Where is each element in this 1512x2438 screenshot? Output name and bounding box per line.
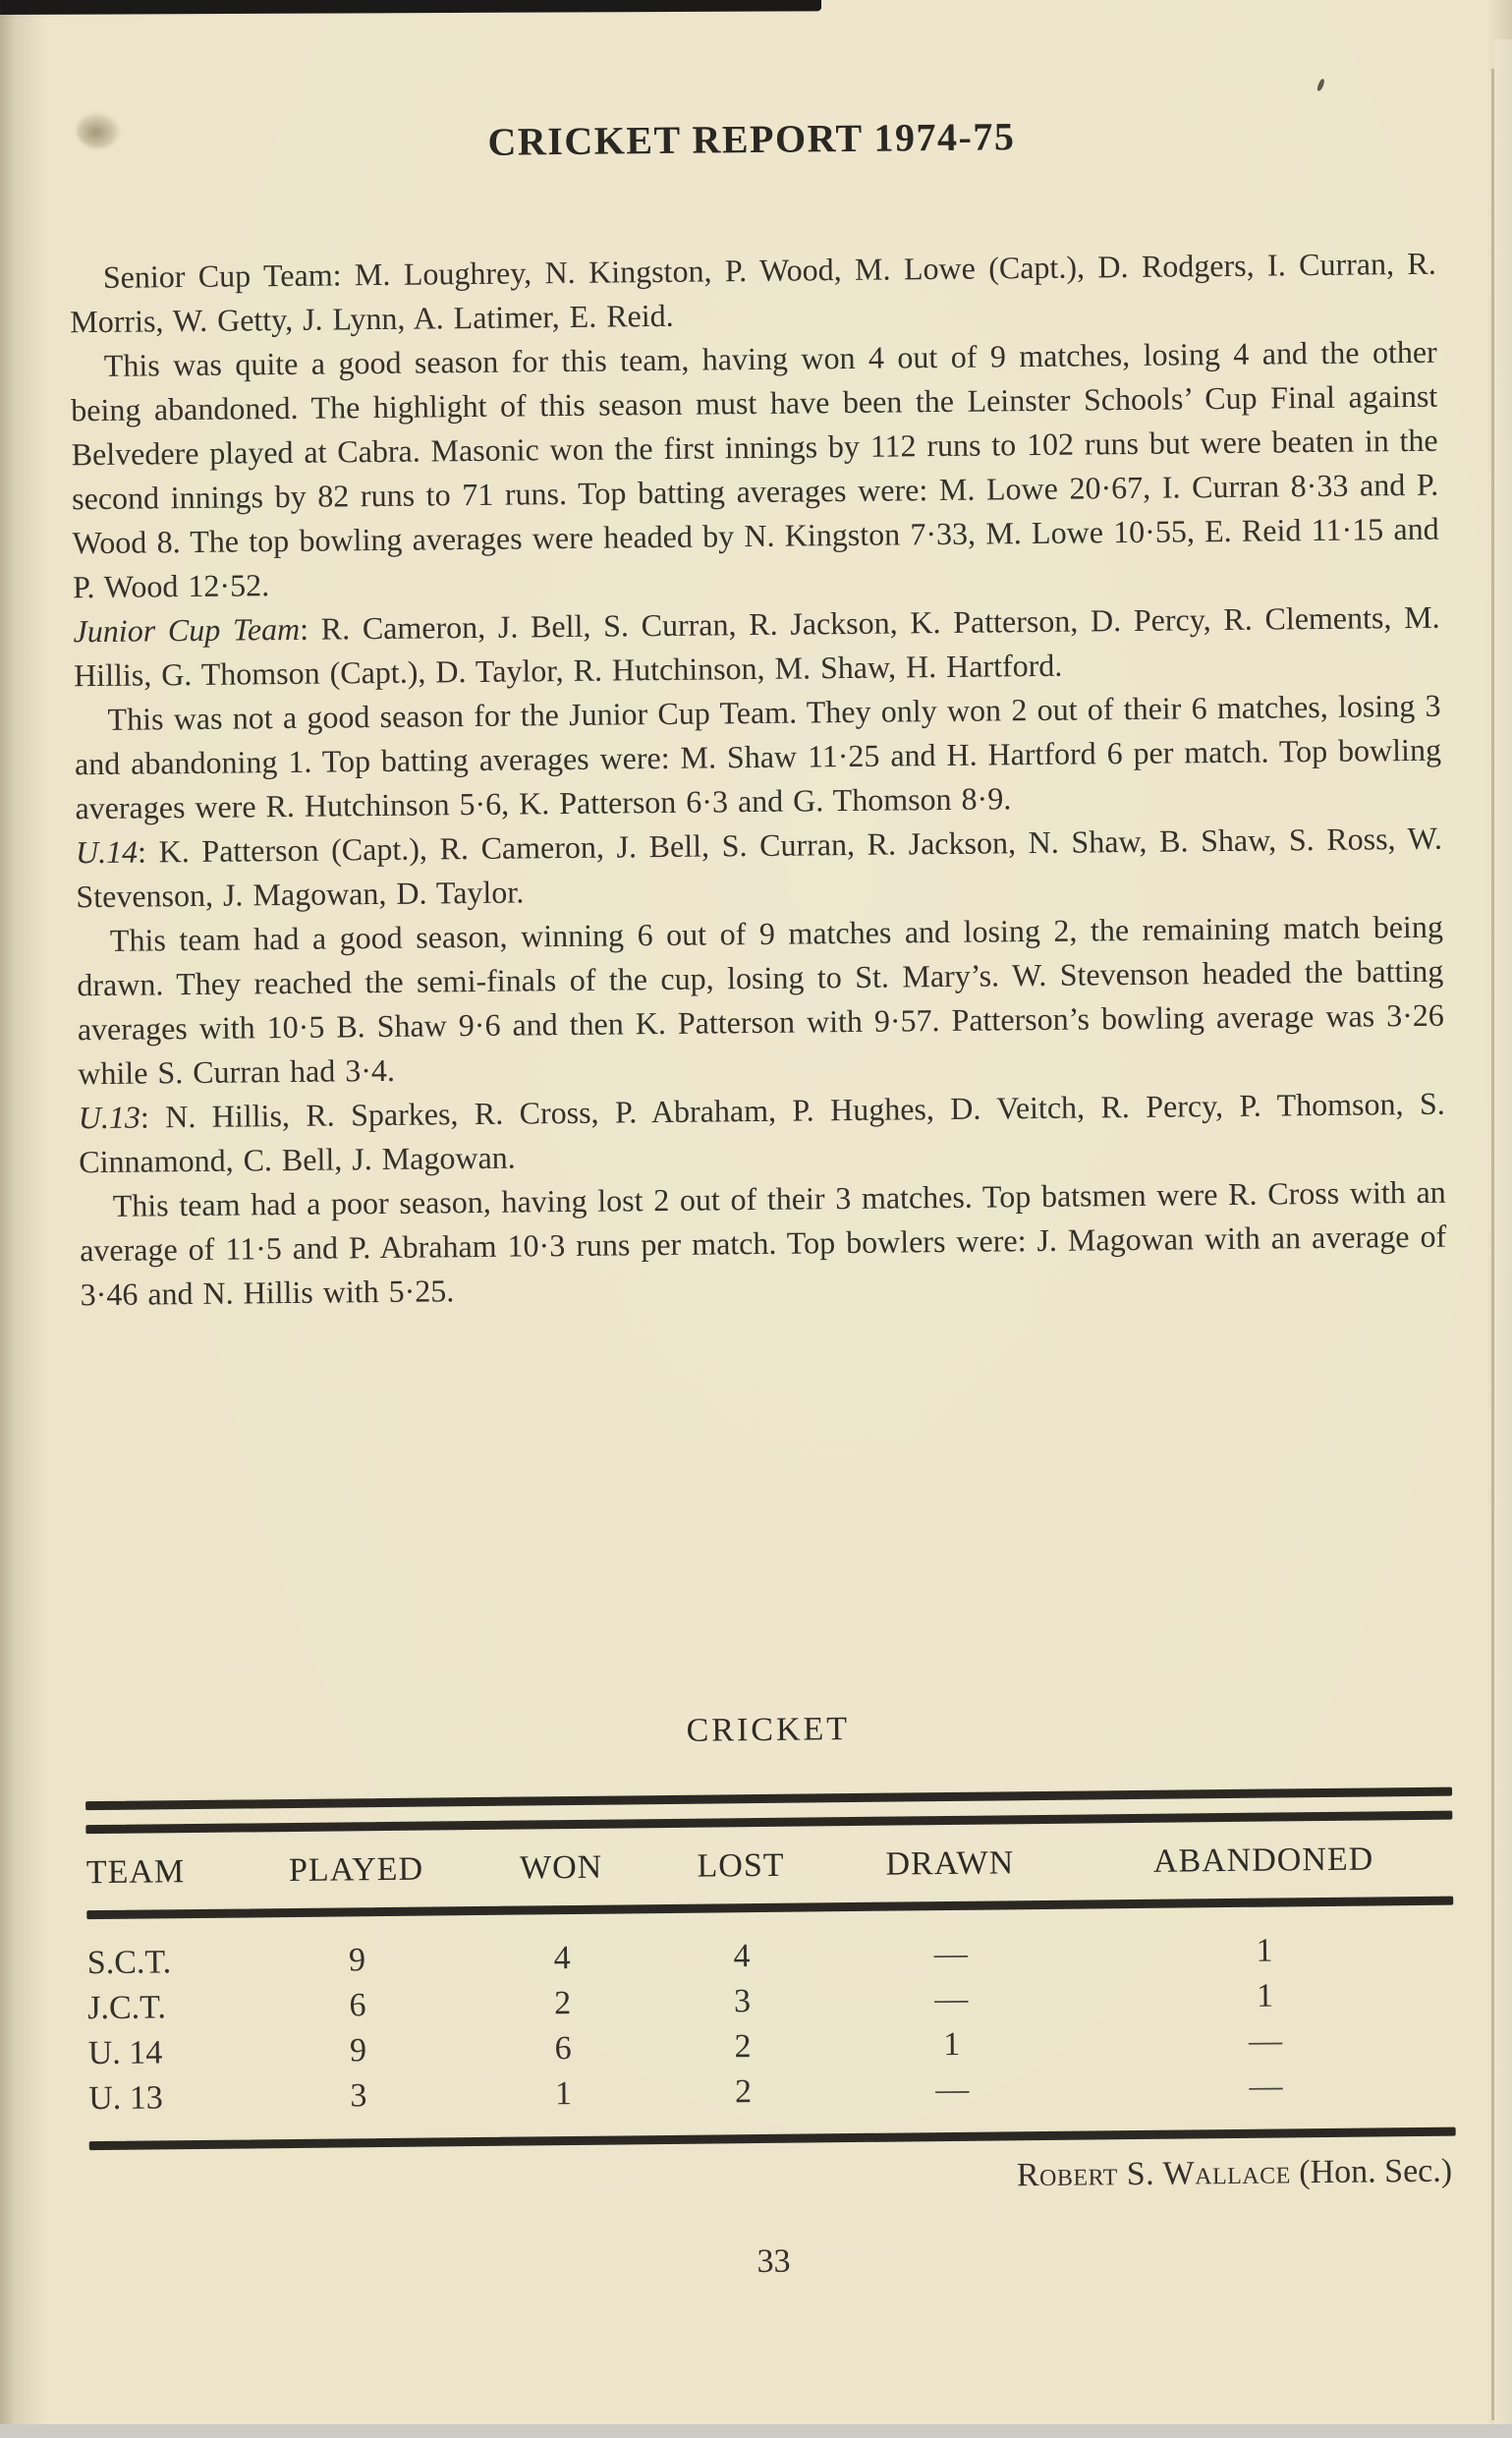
paragraph-text: : K. Patterson (Capt.), R. Cameron, J. Bell, S. Curran, R. Jackson, N. Shaw, B. Shaw, S. Ross, W. Stevenson, J. Magowan, D. Taylor.	[76, 820, 1443, 915]
report-paragraph	[80, 1170, 1447, 1318]
report-paragraph	[79, 1082, 1446, 1185]
table-cell: 1	[1256, 1977, 1274, 2014]
table-cell: 2	[734, 2073, 753, 2111]
table-cell: —	[933, 1935, 969, 1973]
table-cell: J.C.T.	[87, 1989, 167, 2027]
table-cell: 2	[734, 2028, 752, 2066]
table-cell: 1	[554, 2075, 573, 2113]
table-cell: U. 14	[87, 2034, 163, 2072]
table-cell: —	[1248, 2022, 1283, 2060]
page-title: CRICKET REPORT 1974-75	[487, 114, 1016, 164]
table-rule	[85, 1787, 1452, 1811]
signature-name: Robert S. Wallace	[1016, 2154, 1292, 2194]
table-cell: U. 13	[88, 2079, 164, 2118]
paragraph-text: : N. Hillis, R. Sparkes, R. Cross, P. Abraham, P. Hughes, D. Veitch, R. Percy, P. Thomson, S. Cinnamond, C. Bell, J. Magowan.	[79, 1085, 1445, 1180]
table-cell: 6	[554, 2030, 572, 2068]
table-cell: —	[1249, 2068, 1283, 2105]
paragraph-text: Senior Cup Team: M. Loughrey, N. Kingston, P. Wood, M. Lowe (Capt.), D. Rodgers, I. Curran, R. Morris, W. Getty, J. Lynn, A. Latimer, E. Reid.	[70, 245, 1436, 340]
paragraph-text: : R. Cameron, J. Bell, S. Curran, R. Jackson, K. Patterson, D. Percy, R. Clements, M. Hillis, G. Thomson (Capt.), D. Taylor, R. Hutchinson, M. Shaw, H. Hartford.	[73, 598, 1440, 694]
page-number: 33	[756, 2242, 791, 2281]
table-header-row	[86, 1841, 1453, 1893]
table-rule	[86, 1897, 1453, 1920]
page-right-edge	[1494, 39, 1512, 2424]
table-cell: —	[935, 2070, 970, 2109]
report-paragraph	[76, 817, 1443, 920]
table-cell: 3	[733, 1983, 752, 2020]
table-cell: 1	[1256, 1932, 1273, 1969]
table-cell: 1	[943, 2025, 961, 2064]
table-rule	[85, 1811, 1452, 1835]
report-paragraph	[74, 684, 1441, 831]
report-paragraph	[71, 330, 1440, 610]
report-body	[70, 242, 1447, 1318]
table-header-cell: WON	[519, 1848, 603, 1887]
paragraph-text: This was not a good season for the Junior Cup Team. They only won 2 out of their 6 matches, losing 3 and abandoning 1. Top batting averages were: M. Shaw 11·25 and H. Hartford 6 per match. Top bowling averages were R. Hutchinson 5·6, K. Patterson 6·3 and G. Thomson 8·9.	[74, 687, 1442, 826]
table-cell: 4	[733, 1938, 751, 1975]
paragraph-text: This team had a good season, winning 6 out of 9 matches and losing 2, the remaining match being drawn. They reached the semi-finals of the cup, losing to St. Mary’s. W. Stevenson headed the batting averages with 10·5 B. Shaw 9·6 and then K. Patterson with 9·57. Patterson’s bowling average was 3·26 while S. Curran had 3·4.	[77, 908, 1444, 1092]
report-paragraph	[70, 242, 1437, 345]
table-cell: —	[934, 1980, 969, 2018]
table-header-cell: DRAWN	[885, 1844, 1015, 1883]
table-header-cell: PLAYED	[288, 1850, 424, 1890]
paragraph-text: This was quite a good season for this team, having won 4 out of 9 matches, losing 4 and the other being abandoned. The highlight of this season must have been the Leinster Schools’ Cup Final against Belvedere played at Cabra. Masonic won the first innings by 112 runs to 102 runs but were beaten in the second innings by 82 runs to 71 runs. Top batting averages were: M. Lowe 20·67, I. Curran 8·33 and P. Wood 8. The top bowling averages were headed by N. Kingston 7·33, M. Lowe 10·55, E. Reid 11·15 and P. Wood 12·52.	[71, 333, 1439, 605]
signature-line	[89, 2153, 1456, 2205]
report-paragraph	[77, 905, 1445, 1097]
table-cell: 4	[553, 1940, 571, 1977]
team-label: U.13	[78, 1099, 141, 1136]
table-caption: CRICKET	[686, 1711, 851, 1749]
table-header-cell: ABANDONED	[1152, 1841, 1374, 1880]
signature-suffix: (Hon. Sec.)	[1290, 2152, 1453, 2191]
table-body	[87, 1931, 1456, 2126]
results-section	[84, 1705, 1457, 2289]
table-cell: 9	[349, 2032, 367, 2069]
scan-bottom-edge-artifact	[0, 2424, 1512, 2438]
report-paragraph	[73, 595, 1440, 699]
table-cell: 2	[553, 1985, 572, 2022]
table-cell: 9	[348, 1942, 366, 1979]
team-label: Junior Cup Team	[73, 610, 301, 650]
team-label: U.14	[75, 833, 139, 871]
table-header-cell: TEAM	[85, 1853, 186, 1892]
table-rule	[89, 2127, 1456, 2151]
table-cell: S.C.T.	[86, 1944, 172, 1982]
table-cell: 3	[350, 2077, 367, 2115]
page-content	[67, 0, 1459, 2438]
page-right-edge-line	[1491, 69, 1494, 2420]
table-header-cell: LOST	[697, 1846, 785, 1885]
paragraph-text: This team had a poor season, having lost 2 out of their 3 matches. Top batsmen were R. Cross with an average of 11·5 and P. Abraham 10·3 runs per match. Top bowlers were: J. Magowan with an average of 3·46 and N. Hillis with 5·25.	[80, 1173, 1447, 1313]
table-cell: 6	[349, 1987, 366, 2024]
